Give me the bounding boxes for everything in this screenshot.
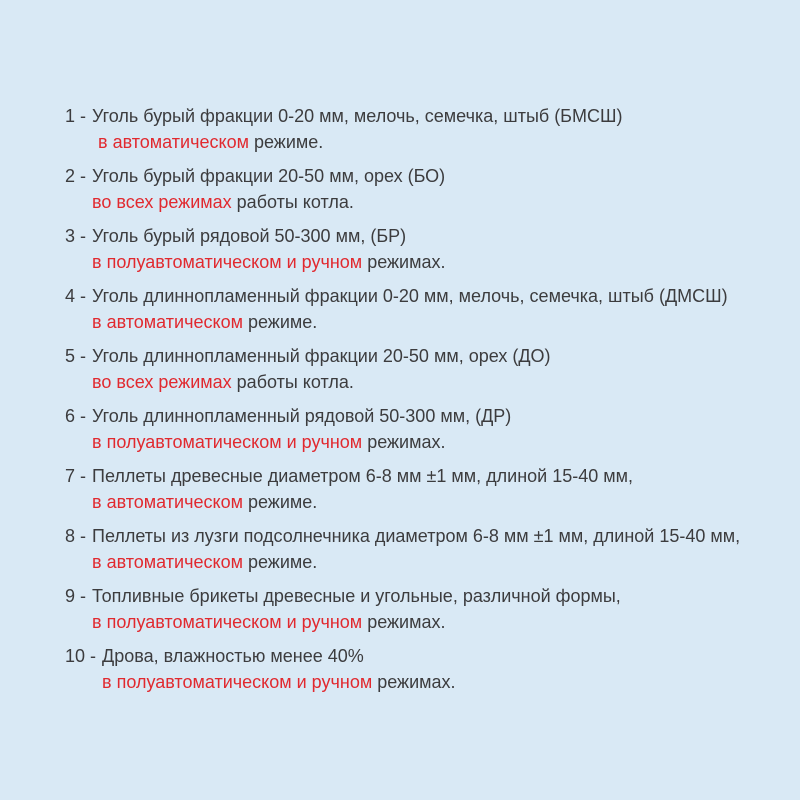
operating-mode-line bbox=[92, 552, 317, 572]
operating-mode-highlight: в полуавтоматическом и ручном bbox=[92, 432, 363, 452]
operating-mode-highlight: во всех режимах bbox=[92, 372, 232, 392]
operating-mode-highlight: в полуавтоматическом и ручном bbox=[92, 612, 363, 632]
operating-mode-highlight: в полуавтоматическом и ручном bbox=[102, 672, 373, 692]
item-number: 8 - bbox=[65, 526, 87, 546]
operating-mode-rest: режимах. bbox=[362, 612, 446, 632]
item-number: 9 - bbox=[65, 586, 87, 606]
operating-mode-rest: работы котла. bbox=[231, 192, 354, 212]
operating-mode-line bbox=[92, 432, 445, 452]
operating-mode-highlight: во всех режимах bbox=[92, 192, 232, 212]
fuel-list-item bbox=[65, 583, 770, 635]
fuel-list-item bbox=[65, 403, 770, 455]
fuel-list-item bbox=[65, 283, 770, 335]
item-body bbox=[92, 463, 633, 515]
item-body bbox=[92, 343, 551, 395]
fuel-description: Уголь длиннопламенный рядовой 50-300 мм, (ДР) bbox=[92, 406, 512, 426]
operating-mode-highlight: в полуавтоматическом и ручном bbox=[92, 252, 363, 272]
item-number: 7 - bbox=[65, 466, 87, 486]
item-number: 6 - bbox=[65, 406, 87, 426]
item-number: 1 - bbox=[65, 106, 87, 126]
item-body bbox=[92, 403, 511, 455]
item-body bbox=[92, 223, 445, 275]
item-number: 10 - bbox=[65, 646, 97, 666]
fuel-description: Дрова, влажностью менее 40% bbox=[102, 646, 364, 666]
operating-mode-line bbox=[102, 672, 455, 692]
operating-mode-line bbox=[92, 312, 317, 332]
operating-mode-rest: режимах. bbox=[372, 672, 456, 692]
operating-mode-line bbox=[92, 612, 445, 632]
fuel-list-item bbox=[65, 523, 770, 575]
fuel-description: Уголь бурый рядовой 50-300 мм, (БР) bbox=[92, 226, 407, 246]
fuel-list-item bbox=[65, 643, 770, 695]
fuel-list-item bbox=[65, 343, 770, 395]
operating-mode-line bbox=[92, 492, 317, 512]
operating-mode-line bbox=[92, 372, 354, 392]
item-number: 2 - bbox=[65, 166, 87, 186]
operating-mode-line bbox=[92, 192, 354, 212]
fuel-description: Пеллеты древесные диаметром 6-8 мм ±1 мм, длиной 15-40 мм, bbox=[92, 466, 634, 486]
fuel-description: Уголь бурый фракции 20-50 мм, орех (БО) bbox=[92, 166, 446, 186]
operating-mode-highlight: в автоматическом bbox=[92, 312, 243, 332]
operating-mode-highlight: в автоматическом bbox=[92, 492, 243, 512]
item-body bbox=[92, 163, 445, 215]
fuel-list-item bbox=[65, 463, 770, 515]
operating-mode-rest: режимах. bbox=[362, 252, 446, 272]
item-number: 4 - bbox=[65, 286, 87, 306]
operating-mode-highlight: в автоматическом bbox=[92, 552, 243, 572]
item-number: 3 - bbox=[65, 226, 87, 246]
fuel-description: Уголь бурый фракции 0-20 мм, мелочь, семечка, штыб (БМСШ) bbox=[92, 106, 623, 126]
operating-mode-line bbox=[92, 252, 445, 272]
operating-mode-rest: режиме. bbox=[242, 312, 318, 332]
fuel-description: Уголь длиннопламенный фракции 20-50 мм, орех (ДО) bbox=[92, 346, 551, 366]
operating-mode-rest: работы котла. bbox=[231, 372, 354, 392]
item-body bbox=[92, 583, 621, 635]
operating-mode-rest: режиме. bbox=[248, 132, 324, 152]
item-body bbox=[92, 103, 622, 155]
item-number: 5 - bbox=[65, 346, 87, 366]
operating-mode-line bbox=[92, 132, 323, 152]
fuel-list-item bbox=[65, 223, 770, 275]
item-body bbox=[102, 643, 455, 695]
item-body bbox=[92, 283, 728, 335]
operating-mode-rest: режиме. bbox=[242, 492, 318, 512]
fuel-list-item bbox=[65, 103, 770, 155]
operating-mode-rest: режимах. bbox=[362, 432, 446, 452]
item-body bbox=[92, 523, 740, 575]
fuel-description: Топливные брикеты древесные и угольные, различной формы, bbox=[92, 586, 621, 606]
operating-mode-rest: режиме. bbox=[242, 552, 318, 572]
operating-mode-highlight: в автоматическом bbox=[98, 132, 249, 152]
fuel-description: Пеллеты из лузги подсолнечника диаметром 6-8 мм ±1 мм, длиной 15-40 мм, bbox=[92, 526, 741, 546]
fuel-description: Уголь длиннопламенный фракции 0-20 мм, мелочь, семечка, штыб (ДМСШ) bbox=[92, 286, 728, 306]
fuel-list-item bbox=[65, 163, 770, 215]
